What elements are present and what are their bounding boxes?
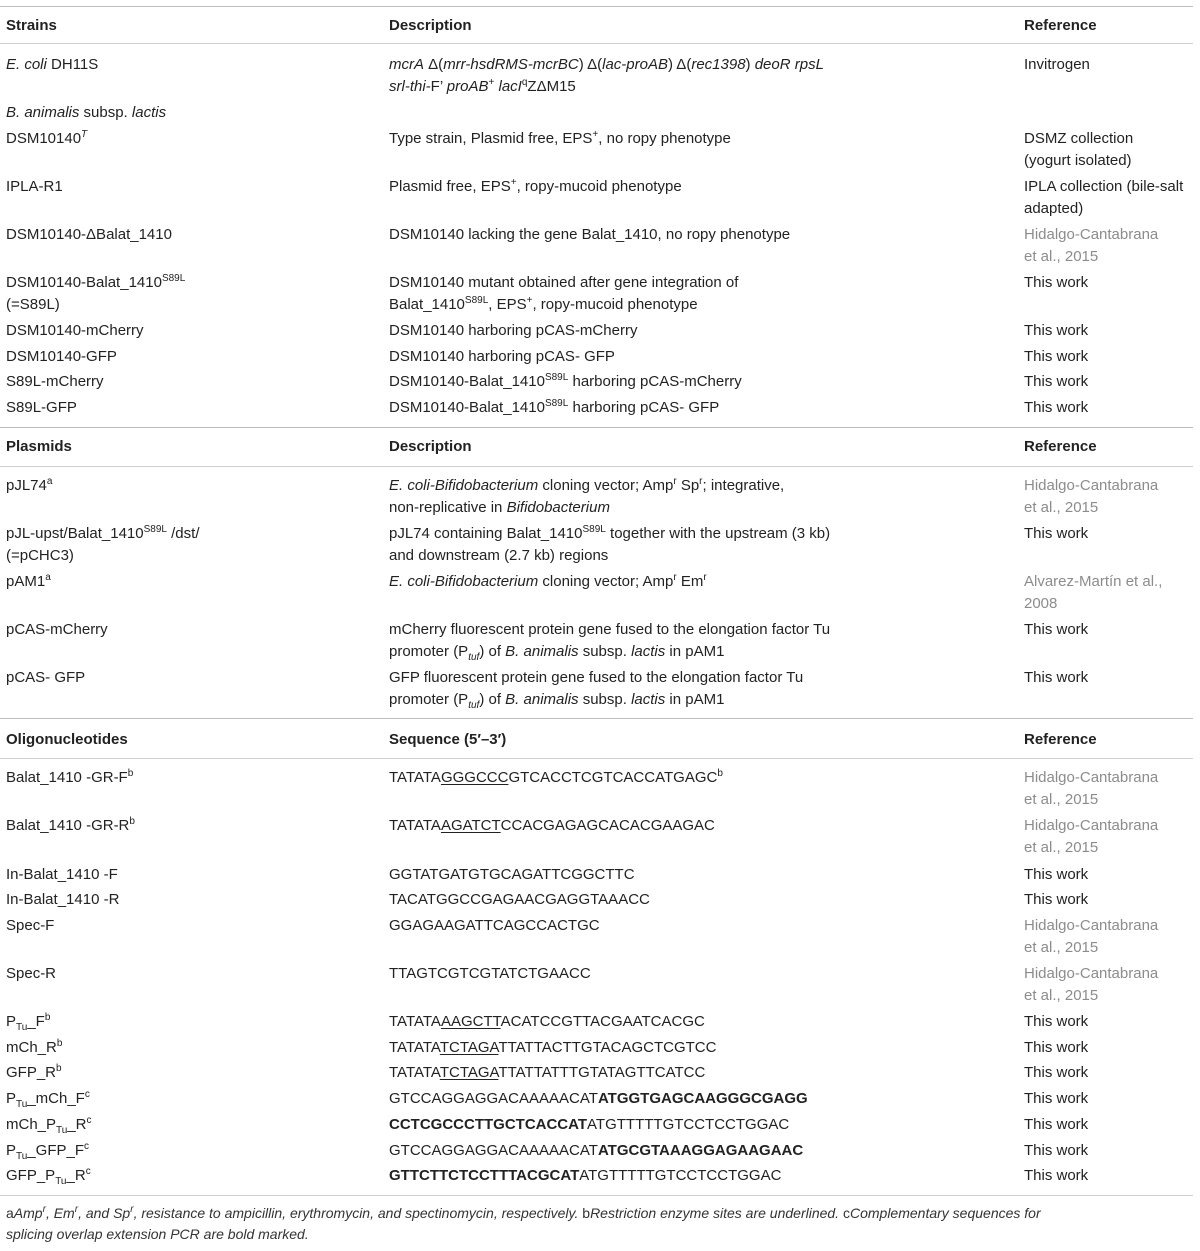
row-reference: This work bbox=[1024, 621, 1089, 638]
row-name: $GFP\_P_{Tu}\_R^c$ bbox=[6, 1166, 91, 1187]
row-name: Balat_1410 $-GR-F^b$ bbox=[6, 768, 134, 786]
row-description: DSM10140 harboring pCAS- GFP bbox=[389, 348, 615, 365]
row-description: DSM10140 harboring pCAS-mCherry bbox=[389, 322, 638, 339]
row-name: DSM10140-ΔBalat_1410 bbox=[6, 226, 172, 243]
row-sequence: CCTCGCCCTTGCTCACCATATGTTTTTGTCCTCCTGGAC bbox=[389, 1116, 790, 1133]
row-name: S89L-GFP bbox=[6, 399, 77, 416]
table-footnote: aAmp$^r$, Em$^r$, and Sp$^r$, resistance to ampicillin, erythromycin, and spectinomycin, respectively. bRestriction enzyme sites are underlined. cComplementary sequences for splicing overlap extension PCR are bold marked. bbox=[6, 1204, 1041, 1242]
row-reference: This work bbox=[1024, 1142, 1089, 1159]
row-name: pJL-$upst/Balat\_1410^{S89L}$ /dst/ (=pCHC3) bbox=[6, 524, 200, 564]
row-description: pJL74 containing $Balat\_1410^{S89L}$ together with the upstream (3 kb) and downstream (2.7 kb) regions bbox=[389, 524, 831, 564]
row-sequence: TATATATCTAGATTATTATTTGTATAGTTCATCC bbox=[389, 1064, 706, 1081]
row-name: $P_{Tu}\_mCh\_F^c$ bbox=[6, 1089, 90, 1110]
row-name: $mCh\_R^b$ bbox=[6, 1038, 63, 1056]
table-bottom-rule bbox=[0, 1195, 1193, 1196]
plasmids-header-description: Description bbox=[389, 438, 472, 455]
row-name: pCAS- GFP bbox=[6, 669, 86, 686]
row-description: E. coli-Bifidobacterium cloning vector; Amp$^r$ Sp$^r$; integrative, non-replicative in Bifidobacterium bbox=[389, 476, 785, 516]
plasmids-header-bottom-rule bbox=[0, 466, 1193, 467]
row-reference: This work bbox=[1024, 1013, 1089, 1030]
row-reference: This work bbox=[1024, 1090, 1089, 1107]
row-name: Spec-F bbox=[6, 917, 55, 934]
row-name: Spec-R bbox=[6, 965, 57, 982]
row-reference: This work bbox=[1024, 866, 1089, 883]
row-sequence: TATATAGGGCCCGTCACCTCGTCACCATGAGC$^b$ bbox=[389, 768, 723, 786]
oligonucleotides-header-top-rule bbox=[0, 718, 1193, 719]
row-name: $DSM10140-Balat\_1410^{S89L}$ (=S89L) bbox=[6, 273, 186, 313]
row-description: mCherry fluorescent protein gene fused to the elongation factor Tu promoter $(P_{tuf})$ of B. animalis subsp. lactis in pAM1 bbox=[389, 621, 831, 663]
row-sequence: GTTCTTCTCCTTTACGCATATGTTTTTGTCCTCCTGGAC bbox=[389, 1167, 782, 1184]
row-reference: Invitrogen bbox=[1024, 56, 1090, 73]
strains-header-bottom-rule bbox=[0, 43, 1193, 44]
row-sequence: TATATAAGATCTCCACGAGAGCACACGAAGAC bbox=[389, 817, 715, 834]
row-name: E. coli DH11S bbox=[6, 56, 99, 73]
row-sequence: TATATATCTAGATTATTACTTGTACAGCTCGTCC bbox=[389, 1039, 717, 1056]
strains-header-reference: Reference bbox=[1024, 17, 1097, 34]
reference-link[interactable]: Hidalgo-Cantabrana et al., 2015 bbox=[1024, 226, 1159, 265]
row-description: Plasmid free, EPS+, ropy-mucoid phenotype bbox=[389, 177, 682, 195]
row-reference: This work bbox=[1024, 399, 1089, 416]
oligonucleotides-header-bottom-rule bbox=[0, 758, 1193, 759]
row-sequence: TTAGTCGTCGTATCTGAACC bbox=[389, 965, 591, 982]
row-description: DSM10140 lacking the gene Balat_1410, no ropy phenotype bbox=[389, 226, 791, 243]
oligonucleotides-header-description: Sequence (5′–3′) bbox=[389, 731, 507, 748]
row-name: S89L-mCherry bbox=[6, 373, 104, 390]
row-name: In-Balat_1410 -R bbox=[6, 891, 120, 908]
reference-link[interactable]: Hidalgo-Cantabrana et al., 2015 bbox=[1024, 917, 1159, 956]
row-description: GFP fluorescent protein gene fused to the elongation factor Tu promoter $(P_{tuf})$ of B. animalis subsp. lactis in pAM1 bbox=[389, 669, 804, 711]
plasmids-header-top-rule bbox=[0, 427, 1193, 428]
row-name: IPLA-R1 bbox=[6, 178, 63, 195]
row-description: $DSM10140-Balat\_1410^{S89L}$ harboring pCAS- GFP bbox=[389, 398, 720, 416]
row-sequence: GGAGAAGATTCAGCCACTGC bbox=[389, 917, 600, 934]
row-name: DSM10140-mCherry bbox=[6, 322, 144, 339]
row-description: mcrA Δ(mrr-hsdRMS-mcrBC) Δ(lac-proAB) Δ(rec1398) deoR rpsL srl-thi-F’ proAB+ lacI$^q$ZΔM15 bbox=[389, 56, 824, 95]
row-reference: This work bbox=[1024, 891, 1089, 908]
row-reference: This work bbox=[1024, 274, 1089, 291]
row-reference: This work bbox=[1024, 1167, 1089, 1184]
reference-link[interactable]: Hidalgo-Cantabrana et al., 2015 bbox=[1024, 477, 1159, 516]
row-reference: This work bbox=[1024, 1039, 1089, 1056]
row-sequence: GTCCAGGAGGACAAAAACATATGCGTAAAGGAGAAGAAC bbox=[389, 1142, 804, 1159]
row-name: B. animalis subsp. lactis bbox=[6, 104, 167, 121]
row-name: In-Balat_1410 -F bbox=[6, 866, 118, 883]
oligonucleotides-header-reference: Reference bbox=[1024, 731, 1097, 748]
reference-link[interactable]: Alvarez-Martín et al., 2008 bbox=[1024, 573, 1163, 612]
strains-header-name: Strains bbox=[6, 17, 57, 34]
row-sequence: TACATGGCCGAGAACGAGGTAAACC bbox=[389, 891, 650, 908]
row-sequence: GTCCAGGAGGACAAAAACATATGGTGAGCAAGGGCGAGG bbox=[389, 1090, 808, 1107]
row-reference: This work bbox=[1024, 525, 1089, 542]
strains-header-top-rule bbox=[0, 6, 1193, 7]
row-description: DSM10140 mutant obtained after gene integration of $Balat\_1410^{S89L}$, EPS+, ropy-mucoid phenotype bbox=[389, 274, 739, 313]
row-name: pAM1$^a$ bbox=[6, 572, 51, 590]
row-description: Type strain, Plasmid free, EPS+, no ropy phenotype bbox=[389, 129, 731, 147]
row-name: $DSM10140^T$ bbox=[6, 129, 88, 147]
row-reference: DSMZ collection (yogurt isolated) bbox=[1024, 130, 1134, 169]
row-name: Balat_1410 $-GR-R^b$ bbox=[6, 816, 135, 834]
row-name: pCAS-mCherry bbox=[6, 621, 108, 638]
row-reference: This work bbox=[1024, 669, 1089, 686]
row-name: $mCh\_P_{Tu}\_R^c$ bbox=[6, 1115, 92, 1136]
row-description: $DSM10140-Balat\_1410^{S89L}$ harboring pCAS-mCherry bbox=[389, 372, 742, 390]
reference-link[interactable]: Hidalgo-Cantabrana et al., 2015 bbox=[1024, 769, 1159, 808]
oligonucleotides-header-name: Oligonucleotides bbox=[6, 731, 128, 748]
row-reference: This work bbox=[1024, 322, 1089, 339]
plasmids-header-reference: Reference bbox=[1024, 438, 1097, 455]
row-reference: This work bbox=[1024, 348, 1089, 365]
row-name: DSM10140-GFP bbox=[6, 348, 117, 365]
row-name: pJL74$^a$ bbox=[6, 476, 53, 494]
row-reference: IPLA collection (bile-salt adapted) bbox=[1024, 178, 1184, 217]
row-reference: This work bbox=[1024, 1116, 1089, 1133]
reference-link[interactable]: Hidalgo-Cantabrana et al., 2015 bbox=[1024, 965, 1159, 1004]
reference-link[interactable]: Hidalgo-Cantabrana et al., 2015 bbox=[1024, 817, 1159, 856]
strains-header-description: Description bbox=[389, 17, 472, 34]
row-sequence: TATATAAAGCTTACATCCGTTACGAATCACGC bbox=[389, 1013, 705, 1030]
row-name: $P_{Tu}\_GFP\_F^c$ bbox=[6, 1141, 90, 1162]
row-description: E. coli-Bifidobacterium cloning vector; Amp$^r$ Em$^r$ bbox=[389, 572, 707, 590]
row-reference: This work bbox=[1024, 1064, 1089, 1081]
row-reference: This work bbox=[1024, 373, 1089, 390]
plasmids-header-name: Plasmids bbox=[6, 438, 72, 455]
row-name: $P_{Tu}\_F^b$ bbox=[6, 1012, 51, 1033]
row-name: $GFP\_R^b$ bbox=[6, 1063, 62, 1081]
row-sequence: GGTATGATGTGCAGATTCGGCTTC bbox=[389, 866, 635, 883]
